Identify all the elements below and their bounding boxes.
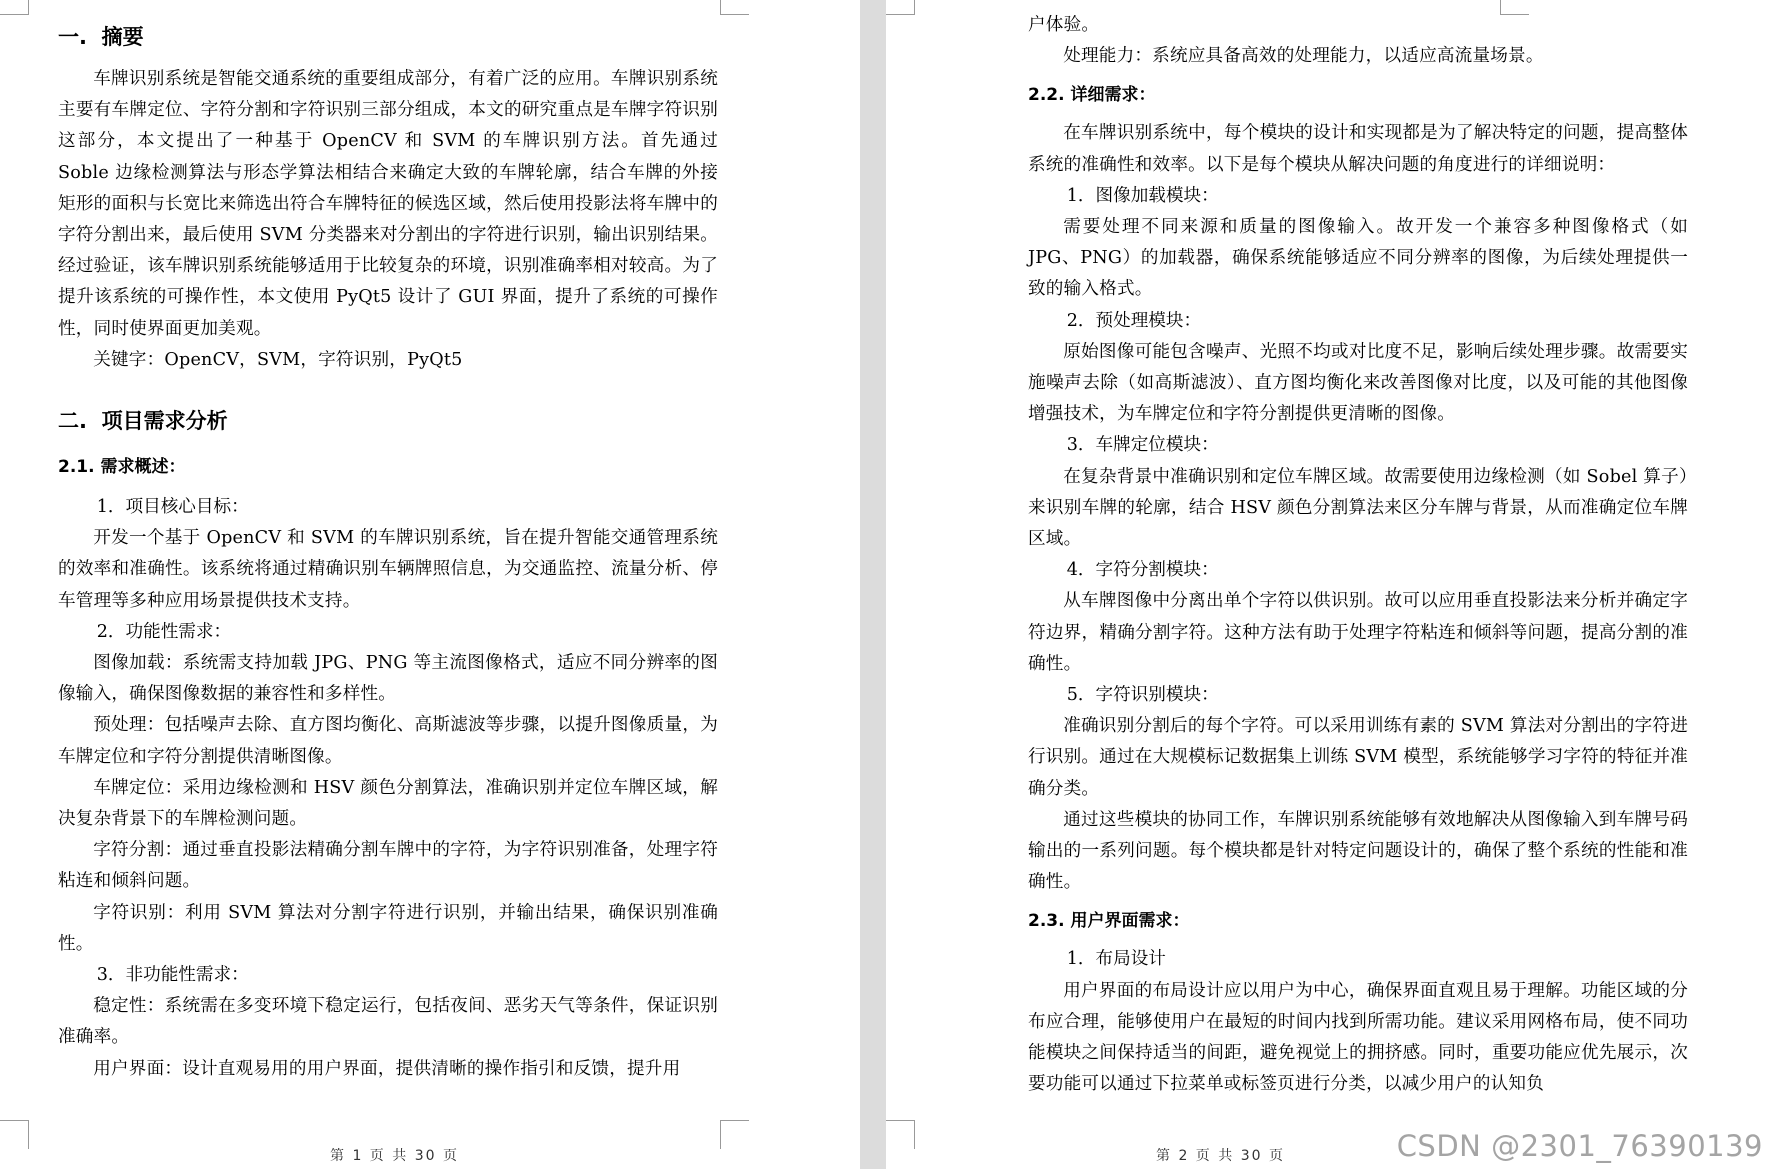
crop-mark [886, 0, 915, 15]
abstract-paragraph: 车牌识别系统是智能交通系统的重要组成部分，有着广泛的应用。车牌识别系统主要有车牌定位、字符分割和字符识别三部分组成，本文的研究重点是车牌字符识别这部分，本文提出了一种基于 OpenCV 和 SVM 的车牌识别方法。首先通过 Soble 边缘检测算法与形态学算法相结合来确定大致的车牌轮廓，结合车牌的外接矩形的面积与长宽比来筛选出符合车牌特征的候选区域，然后使用投影法将车牌中的字符分割出来，最后使用 SVM 分类器来对分割出的字符进行识别，输出识别结果。经过验证，该车牌识别系统能够适用于比较复杂的环境，识别准确率相对较高。为了提升该系统的可操作性，本文使用 PyQt5 设计了 GUI 界面，提升了系统的可操作性，同时使界面更加美观。 [58, 69, 718, 339]
paragraph: 字符分割：通过垂直投影法精确分割车牌中的字符，为字符识别准备，处理字符粘连和倾斜问题。 [58, 840, 718, 892]
paragraph: 准确识别分割后的每个字符。可以采用训练有素的 SVM 算法对分割出的字符进行识别。通过在大规模标记数据集上训练 SVM 模型，系统能够学习字符的特征并准确分类。 [1028, 716, 1688, 799]
csdn-watermark: CSDN @2301_76390139 [1396, 1129, 1763, 1163]
page-gutter [860, 0, 886, 1169]
paragraph: 用户界面的布局设计应以用户为中心，确保界面直观且易于理解。功能区域的分布应合理，能够使用户在最短的时间内找到所需功能。建议采用网格布局，使不同功能模块之间保持适当的间距，避免视觉上的拥挤感。同时，重要功能应优先展示，次要功能可以通过下拉菜单或标签页进行分类，以减少用户的认知负 [1028, 980, 1688, 1095]
paragraph: 需要处理不同来源和质量的图像输入。故开发一个兼容多种图像格式（如 JPG、PNG）的加载器，确保系统能够适应不同分辨率的图像，为后续处理提供一致的输入格式。 [1028, 217, 1688, 300]
list-item: 5．字符识别模块： [1066, 685, 1219, 706]
list-item: 1．图像加载模块： [1066, 185, 1219, 206]
paragraph: 从车牌图像中分离出单个字符以供识别。故可以应用垂直投影法来分析并确定字符边界，精确分割字符。这种方法有助于处理字符粘连和倾斜等问题，提高分割的准确性。 [1028, 591, 1688, 674]
crop-mark [0, 1120, 29, 1149]
list-item: 3．车牌定位模块： [1066, 435, 1219, 456]
list-item: 1．布局设计 [1066, 949, 1166, 970]
paragraph: 车牌定位：采用边缘检测和 HSV 颜色分割算法，准确识别并定位车牌区域，解决复杂背景下的车牌检测问题。 [58, 777, 718, 830]
paragraph: 在车牌识别系统中，每个模块的设计和实现都是为了解决特定的问题，提高整体系统的准确性和效率。以下是每个模块从解决问题的角度进行的详细说明： [1028, 123, 1688, 175]
paragraph: 预处理：包括噪声去除、直方图均衡化、高斯滤波等步骤，以提升图像质量，为车牌定位和字符分割提供清晰图像。 [58, 715, 718, 767]
paragraph: 用户界面：设计直观易用的用户界面，提供清晰的操作指引和反馈，提升用 [93, 1058, 681, 1079]
crop-mark [0, 0, 29, 15]
section-heading: 二. 项目需求分析 [58, 409, 228, 434]
list-item: 2．功能性需求： [96, 621, 232, 642]
paragraph: 原始图像可能包含噪声、光照不均或对比度不足，影响后续处理步骤。故需要实施噪声去除（如高斯滤波）、直方图均衡化来改善图像对比度，以及可能的其他图像增强技术，为车牌定位和字符分割提供更清晰的图像。 [1028, 341, 1688, 425]
paragraph: 开发一个基于 OpenCV 和 SVM 的车牌识别系统，旨在提升智能交通管理系统的效率和准确性。该系统将通过精确识别车辆牌照信息，为交通监控、流量分析、停车管理等多种应用场景提供技术支持。 [58, 528, 718, 611]
paragraph: 在复杂背景中准确识别和定位车牌区域。故需要使用边缘检测（如 Sobel 算子）来识别车牌的轮廓，结合 HSV 颜色分割算法来区分车牌与背景，从而准确定位车牌区域。 [1028, 466, 1688, 550]
page-2-body [1028, 0, 1688, 1101]
paragraph: 通过这些模块的协同工作，车牌识别系统能够有效地解决从图像输入到车牌号码输出的一系列问题。每个模块都是针对特定问题设计的，确保了整个系统的性能和准确性。 [1028, 809, 1688, 893]
page-footer: 第 1 页 共 30 页 [330, 1148, 459, 1164]
page-1-body [58, 0, 718, 1085]
document-page-1 [0, 0, 860, 1169]
paragraph: 处理能力：系统应具备高效的处理能力，以适应高流量场景。 [1063, 46, 1544, 67]
paragraph: 字符识别：利用 SVM 算法对分割字符进行识别，并输出结果，确保识别准确性。 [58, 902, 718, 954]
list-item: 2．预处理模块： [1066, 310, 1202, 331]
subsection-heading: 2.3. 用户界面需求： [1028, 911, 1190, 932]
list-item: 4．字符分割模块： [1066, 560, 1219, 581]
crop-mark [886, 1120, 915, 1149]
subsection-heading: 2.1. 需求概述： [58, 457, 186, 478]
paragraph: 户体验。 [1028, 15, 1100, 35]
list-item: 3．非功能性需求： [96, 965, 249, 986]
paragraph: 图像加载：系统需支持加载 JPG、PNG 等主流图像格式，适应不同分辨率的图像输入，确保图像数据的兼容性和多样性。 [58, 653, 718, 705]
crop-mark [720, 0, 749, 15]
list-item: 1．项目核心目标： [96, 497, 249, 518]
page-footer: 第 2 页 共 30 页 [1156, 1148, 1285, 1164]
keywords-line: 关键字：OpenCV，SVM，字符识别，PyQt5 [93, 349, 463, 370]
paragraph: 稳定性：系统需在多变环境下稳定运行，包括夜间、恶劣天气等条件，保证识别准确率。 [58, 996, 718, 1048]
document-page-2 [886, 0, 1773, 1169]
crop-mark [720, 1120, 749, 1149]
section-heading: 一. 摘要 [58, 25, 144, 49]
subsection-heading: 2.2. 详细需求： [1028, 85, 1156, 106]
